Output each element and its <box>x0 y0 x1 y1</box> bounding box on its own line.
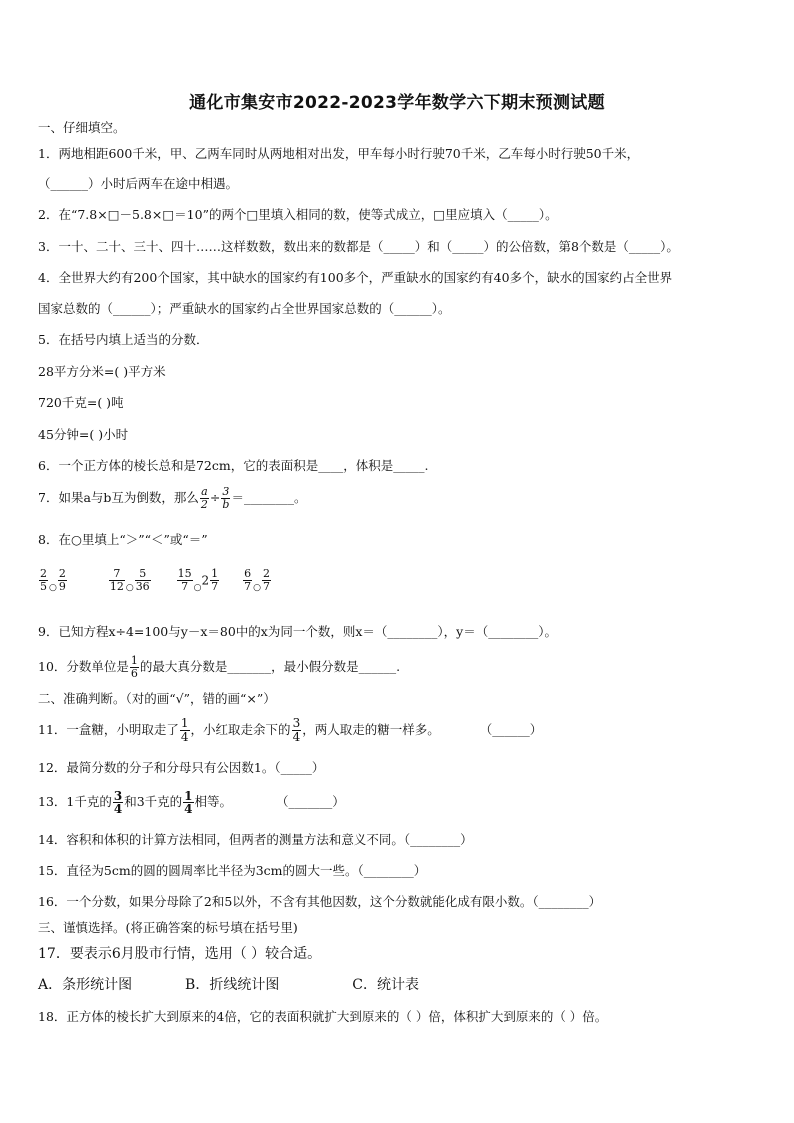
question-7-answer-blank: ＝________。 <box>231 490 307 505</box>
fraction-a-over-2: $\frac{a}{2}$ <box>200 485 208 511</box>
fraction-1-over-4: $\frac{1}{4}$ <box>180 716 189 744</box>
fraction-3-over-4: $\frac{3}{4}$ <box>113 789 123 816</box>
comparison-4 <box>242 563 272 605</box>
option-c[interactable]: C．统计表 <box>352 977 419 993</box>
question-7-text: 7．如果a与b互为倒数，那么 <box>38 490 199 505</box>
question-10-text: 10．分数单位是 <box>38 659 129 674</box>
question-13 <box>38 788 768 816</box>
question-11-text-end: ，两人取走的糖一样多。 <box>302 722 440 737</box>
fraction: $\frac{5}{36}$ <box>135 567 150 593</box>
question-6: 6．一个正方体的棱长总和是72cm，它的表面积是____，体积是_____. <box>38 458 429 473</box>
question-13-answer-blank[interactable]: （_______） <box>276 794 345 809</box>
question-14: 14．容积和体积的计算方法相同，但两者的测量方法和意义不同。（________） <box>38 832 473 847</box>
question-10-answer-blanks: 的最大真分数是_______，最小假分数是______. <box>139 659 401 674</box>
option-b[interactable]: B．折线统计图 <box>185 977 280 993</box>
fraction: $\frac{6}{7}$ <box>244 567 252 593</box>
question-5-stem: 5．在括号内填上适当的分数． <box>38 332 209 347</box>
option-a[interactable]: A．条形统计图 <box>38 977 133 993</box>
question-10 <box>38 654 768 680</box>
whole-part: 2 <box>201 573 210 588</box>
question-11-text-mid: ，小红取走余下的 <box>190 722 291 737</box>
fraction-3-over-b: $\frac{3}{b}$ <box>222 485 230 511</box>
divide-sign: ÷ <box>209 490 221 505</box>
question-16: 16．一个分数，如果分母除了2和5以外，不含有其他因数，这个分数就能化成有限小数。（________） <box>38 894 602 909</box>
question-13-text-mid: 和3千克的 <box>124 794 183 809</box>
fraction-1-over-4: $\frac{1}{4}$ <box>184 789 193 816</box>
question-1-line-2: （______）小时后两车在途中相遇。 <box>38 176 239 191</box>
question-15: 15．直径为5cm的圆的圆周率比半径为3cm的圆大一些。（________） <box>38 863 427 878</box>
question-7 <box>38 485 768 511</box>
fraction: $\frac{15}{7}$ <box>177 567 192 593</box>
question-5-c: 45分钟=( )小时 <box>38 427 129 442</box>
page-title: 通化市集安市2022-2023学年数学六下期末预测试题 <box>189 93 605 113</box>
question-5-b: 720千克=( )吨 <box>38 395 124 410</box>
question-11 <box>38 716 768 744</box>
compare-circle[interactable]: ○ <box>253 583 261 593</box>
question-5-a: 28平方分米=( )平方米 <box>38 364 166 379</box>
question-4-line-2: 国家总数的（______）；严重缺水的国家约占全世界国家总数的（______）。 <box>38 301 451 316</box>
fraction: $\frac{7}{12}$ <box>109 567 124 593</box>
compare-circle[interactable]: ○ <box>125 583 134 593</box>
fraction: $\frac{1}{7}$ <box>211 567 219 593</box>
fraction-1-over-6: $\frac{1}{6}$ <box>130 654 138 680</box>
fraction-3-over-4: $\frac{3}{4}$ <box>292 716 301 744</box>
section-3-heading: 三、谨慎选择。(将正确答案的标号填在括号里) <box>38 920 298 935</box>
question-8-stem: 8．在○里填上“＞”“＜”或“＝” <box>38 532 208 547</box>
fraction: $\frac{2}{5}$ <box>40 567 47 593</box>
comparison-3 <box>176 563 221 605</box>
question-3: 3．一十、二十、三十、四十……这样数数，数出来的数都是（_____）和（_____）的公倍数，第8个数是（_____）。 <box>38 239 679 254</box>
question-1-line-1: 1．两地相距600千米，甲、乙两车同时从两地相对出发，甲车每小时行驶70千米，乙车每小时行驶50千米， <box>38 146 640 161</box>
section-1-heading: 一、仔细填空。 <box>38 120 126 135</box>
question-17-stem: 17．要表示6月股市行情，选用（ ）较合适。 <box>38 946 322 962</box>
question-11-answer-blank[interactable]: （______） <box>479 722 543 737</box>
question-2: 2．在“7.8×□－5.8×□＝10”的两个□里填入相同的数，使等式成立，□里应填入（_____）。 <box>38 207 558 222</box>
question-18: 18．正方体的棱长扩大到原来的4倍，它的表面积就扩大到原来的（ ）倍，体积扩大到原来的（ ）倍。 <box>38 1009 608 1024</box>
question-11-text: 11．一盒糖，小明取走了 <box>38 722 179 737</box>
comparison-1 <box>38 563 68 605</box>
question-8-comparisons <box>38 563 768 605</box>
question-12: 12．最简分数的分子和分母只有公因数1。（_____） <box>38 760 325 775</box>
section-2-heading: 二、准确判断。（对的画“√”，错的画“×”） <box>38 691 276 706</box>
question-9: 9．已知方程x÷4=100与y－x＝80中的x为同一个数，则x＝（________），y＝（________）。 <box>38 624 557 639</box>
comparison-2 <box>108 563 152 605</box>
fraction: $\frac{2}{7}$ <box>262 567 270 593</box>
question-17-options <box>38 976 768 994</box>
compare-circle[interactable]: ○ <box>193 583 202 593</box>
fraction: $\frac{2}{9}$ <box>58 567 66 593</box>
question-4-line-1: 4．全世界大约有200个国家，其中缺水的国家约有100多个，严重缺水的国家约有40多个，缺水的国家约占全世界 <box>38 270 673 285</box>
question-13-text-end: 相等。 <box>194 794 233 809</box>
compare-circle[interactable]: ○ <box>49 583 57 593</box>
question-13-text: 13．1千克的 <box>38 794 112 809</box>
